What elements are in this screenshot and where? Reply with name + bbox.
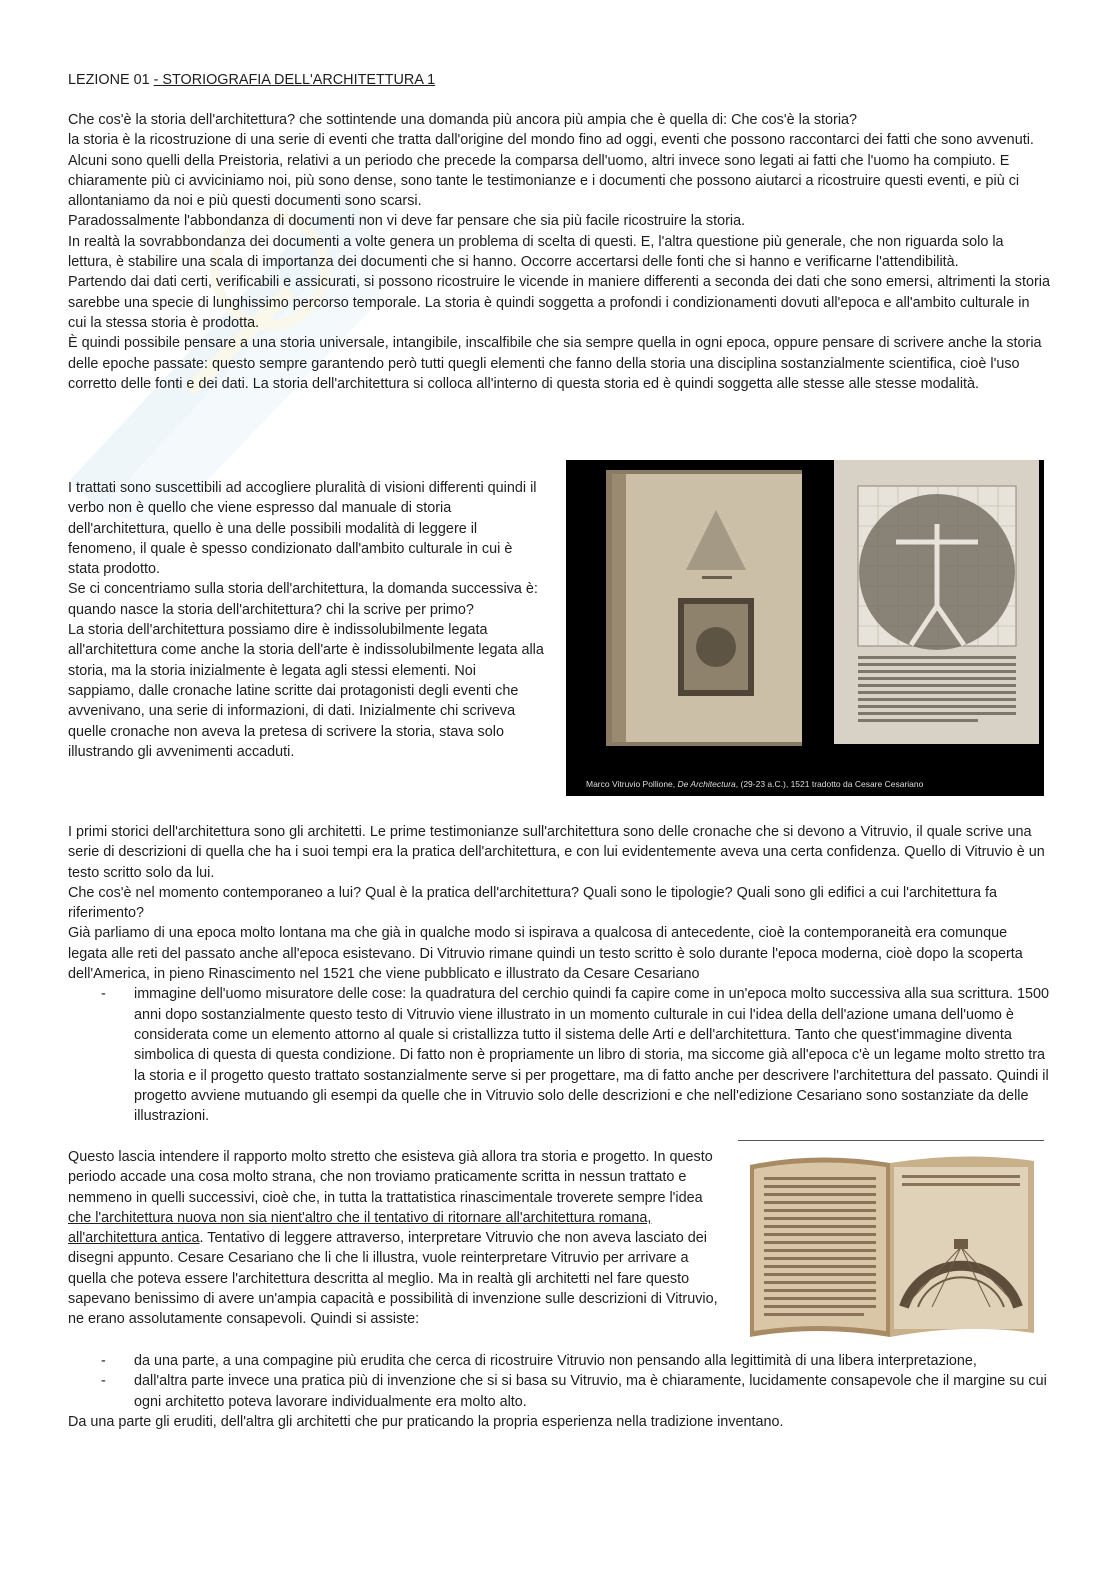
paragraph: Che cos'è nel momento contemporaneo a lui? Qual è la pratica dell'architettura? Quali sono le tipologie? Quali sono gli edifici a cui l'architettura fa riferimento? [68, 884, 997, 922]
lower-section [68, 1147, 718, 1330]
caption-title: De Architectura [677, 779, 736, 789]
paragraph: Che cos'è la storia dell'architettura? che sottintende una domanda più ancora più ampia che è quella di: Che cos'è la storia? [68, 112, 858, 128]
figure-caption [586, 779, 923, 789]
lesson-title [68, 70, 435, 90]
paragraph: Già parliamo di una epoca molto lontana ma che già in qualche modo si ispirava a qualcosa di antecedente, cioè la contemporaneità era comunque legata alle reti del passato anche all'epoca esistevano. Di Vitruvio rimane quindi un testo scritto è solo durante l'epoca moderna, cioè dopo la scoperta dell'America, in pieno Rinascimento nel 1521 che viene pubblicato e illustrato da Cesare Cesariano [68, 925, 1023, 983]
paragraph: la storia è la ricostruzione di una serie di eventi che tratta dall'origine del mondo fino ad oggi, eventi che possono raccontarci dei fatti che sono avvenuti. [68, 132, 1034, 149]
middle-section [68, 822, 1050, 1126]
text-run: Questo lascia intendere il rapporto molto stretto che esisteva già allora tra storia e progetto. In questo periodo accade una cosa molto strana, che non troviamo praticamente scritta in nessun trattato e nemmeno in quelli successivi, cioè che, in tutta la trattatistica rinascimentale troverete sempre l'idea [68, 1149, 713, 1206]
paragraph: È quindi possibile pensare a una storia universale, intangibile, inscalfibile che sia sempre quella in ogni epoca, oppure pensare di scrivere anche la storia delle epoche passate: questo sempre garantendo però tutti quegli elementi che fanno della storia una disciplina sostanzialmente scientifica, cioè l'uso corretto delle fonti e dei dati. La storia dell'architettura si colloca all'interno di questa storia ed è quindi soggetta alle stesse alle stesse modalità. [68, 335, 1042, 392]
paragraph: Partendo dai dati certi, verificabili e assicurati, si possono ricostruire le vicende in maniere differenti a seconda dei dati che sono emersi, altrimenti la storia sarebbe una specie di lunghissimo percorso temporale. La storia è quindi soggetta a profondi i condizionamenti dovuti all'epoca e all'ambito culturale in cui la stessa storia è prodotta. [68, 274, 1050, 331]
open-book-figure [742, 1147, 1040, 1343]
paragraph: I trattati sono suscettibili ad accogliere pluralità di visioni differenti quindi il verbo non è quello che viene espresso dal manuale di storia dell'architettura, quello è una delle possibili modalità di leggere il fenomeno, il quale è spesso condizionato dall'ambito culturale in cui è stata prodotto. [68, 480, 537, 578]
book-pages-illustration [566, 460, 1044, 796]
text-run: . Tentativo di leggere attraverso, interpretare Vitruvio che non aveva lasciato dei disegni appunto. Cesare Cesariano che li che li illustra, vuole reinterpretare Vitruvio per arrivare a quella che poteva essere l'architettura descritta al meglio. Ma in realtà gli architetti nel fare questo sapevano benissimo di avere un'ampia capacità e possibilità di invenzione sulle descrizioni di Vitruvio, ne erano assolutamente consapevoli. Quindi si assiste: [68, 1230, 718, 1328]
bullet-item: - dall'altra parte invece una pratica più di invenzione che si si basa su Vitruvio, ma è chiaramente, lucidamente consapevole che il margine su cui ogni architetto poteva lavorare individualmente era molto alto. [68, 1371, 1050, 1412]
side-text-section [68, 478, 546, 762]
lesson-heading: - STORIOGRAFIA DELL'ARCHITETTURA 1 [153, 72, 436, 88]
caption-details: , (29-23 a.C.), 1521 tradotto da Cesare Cesariano [735, 779, 924, 789]
bullet-item: - da una parte, a una compagine più erudita che cerca di ricostruire Vitruvio non pensando alla legittimità di una libera interpretazione, [68, 1351, 1050, 1371]
paragraph: La storia dell'architettura possiamo dire è indissolubilmente legata all'architettura come anche la storia dell'arte è indissolubilmente legata alla storia, ma la storia inizialmente è legata agli stessi elementi. Noi sappiamo, dalle cronache latine scritte dai protagonisti degli eventi che avvenivano, una serie di informazioni, di dati. Inizialmente chi scriveva quelle cronache non aveva la pretesa di scrivere la storia, stava solo illustrando gli avvenimenti accaduti. [68, 622, 544, 760]
divider-line [738, 1140, 1044, 1141]
paragraph: I primi storici dell'architettura sono gli architetti. Le prime testimonianze sull'architettura sono delle cronache che si devono a Vitruvio, il quale scrive una serie di descrizioni di quella che ha i suoi tempi era la pratica dell'architettura, e con lui evidentemente aveva una certa confidenza. Quello di Vitruvio è un testo scritto solo da lui. [68, 824, 1045, 881]
bullet-item: - immagine dell'uomo misuratore delle cose: la quadratura del cerchio quindi fa capire come in un'epoca molto successiva alla sua scrittura. 1500 anni dopo sostanzialmente questo testo di Vitruvio viene illustrato in un momento culturale in cui l'idea della dell'azione umana dell'uomo è considerata come un elemento attorno al quale si cristallizza tutto il sistema delle Arti e dell'architettura. Tanto che quest'immagine diventa simbolica di questa di questa condizione. Di fatto non è propriamente un libro di storia, ma siccome già all'epoca c'è un legame molto stretto tra la storia e il progetto questo trattato sostanzialmente serve si per progettare, ma di fatto anche per descrivere l'architettura del passato. Quindi il progetto avviene mutuando gli esempi da quelle che in Vitruvio solo delle descrizioni e che nell'edizione Cesariano sono sostanziate da delle illustrazioni. [68, 984, 1050, 1126]
paragraph: Se ci concentriamo sulla storia dell'architettura, la domanda successiva è: quando nasce la storia dell'architettura? chi la scrive per primo? [68, 581, 538, 618]
intro-section [68, 110, 1050, 394]
vitruvius-book-figure [566, 460, 1044, 796]
closing-section [68, 1351, 1050, 1432]
paragraph: Alcuni sono quelli della Preistoria, relativi a un periodo che precede la comparsa dell'uomo, altri invece sono legati ai fatti che l'uomo ha compiuto. E chiaramente più ci avviciniamo noi, più sono dense, sono tante le testimonianze e i documenti che possono aiutarci a ricostruire questi eventi, e più ci allontaniamo da noi e più questi documenti sono scarsi. [68, 152, 1020, 210]
closing-paragraph: Da una parte gli eruditi, dell'altra gli architetti che pur praticando la propria esperienza nella tradizione inventano. [68, 1413, 784, 1430]
paragraph [68, 1147, 718, 1330]
paragraph: In realtà la sovrabbondanza dei documenti a volte genera un problema di scelta di questi. E, l'altra questione più generale, che non riguarda solo la lettura, è stabilire una scala di importanza dei documenti che si hanno. Occorre accertarsi delle fonti che si hanno e verificarne l'attendibilità. [68, 233, 1004, 271]
caption-author: Marco Vitruvio Pollione, [586, 779, 678, 789]
lesson-number: LEZIONE 01 [68, 72, 154, 88]
paragraph: Paradossalmente l'abbondanza di documenti non vi deve far pensare che sia più facile ricostruire la storia. [68, 213, 746, 230]
underlined-text: che l'architettura nuova non sia nient'altro che il tentativo di ritornare all'architettura romana, all'architettura antica [68, 1209, 652, 1247]
